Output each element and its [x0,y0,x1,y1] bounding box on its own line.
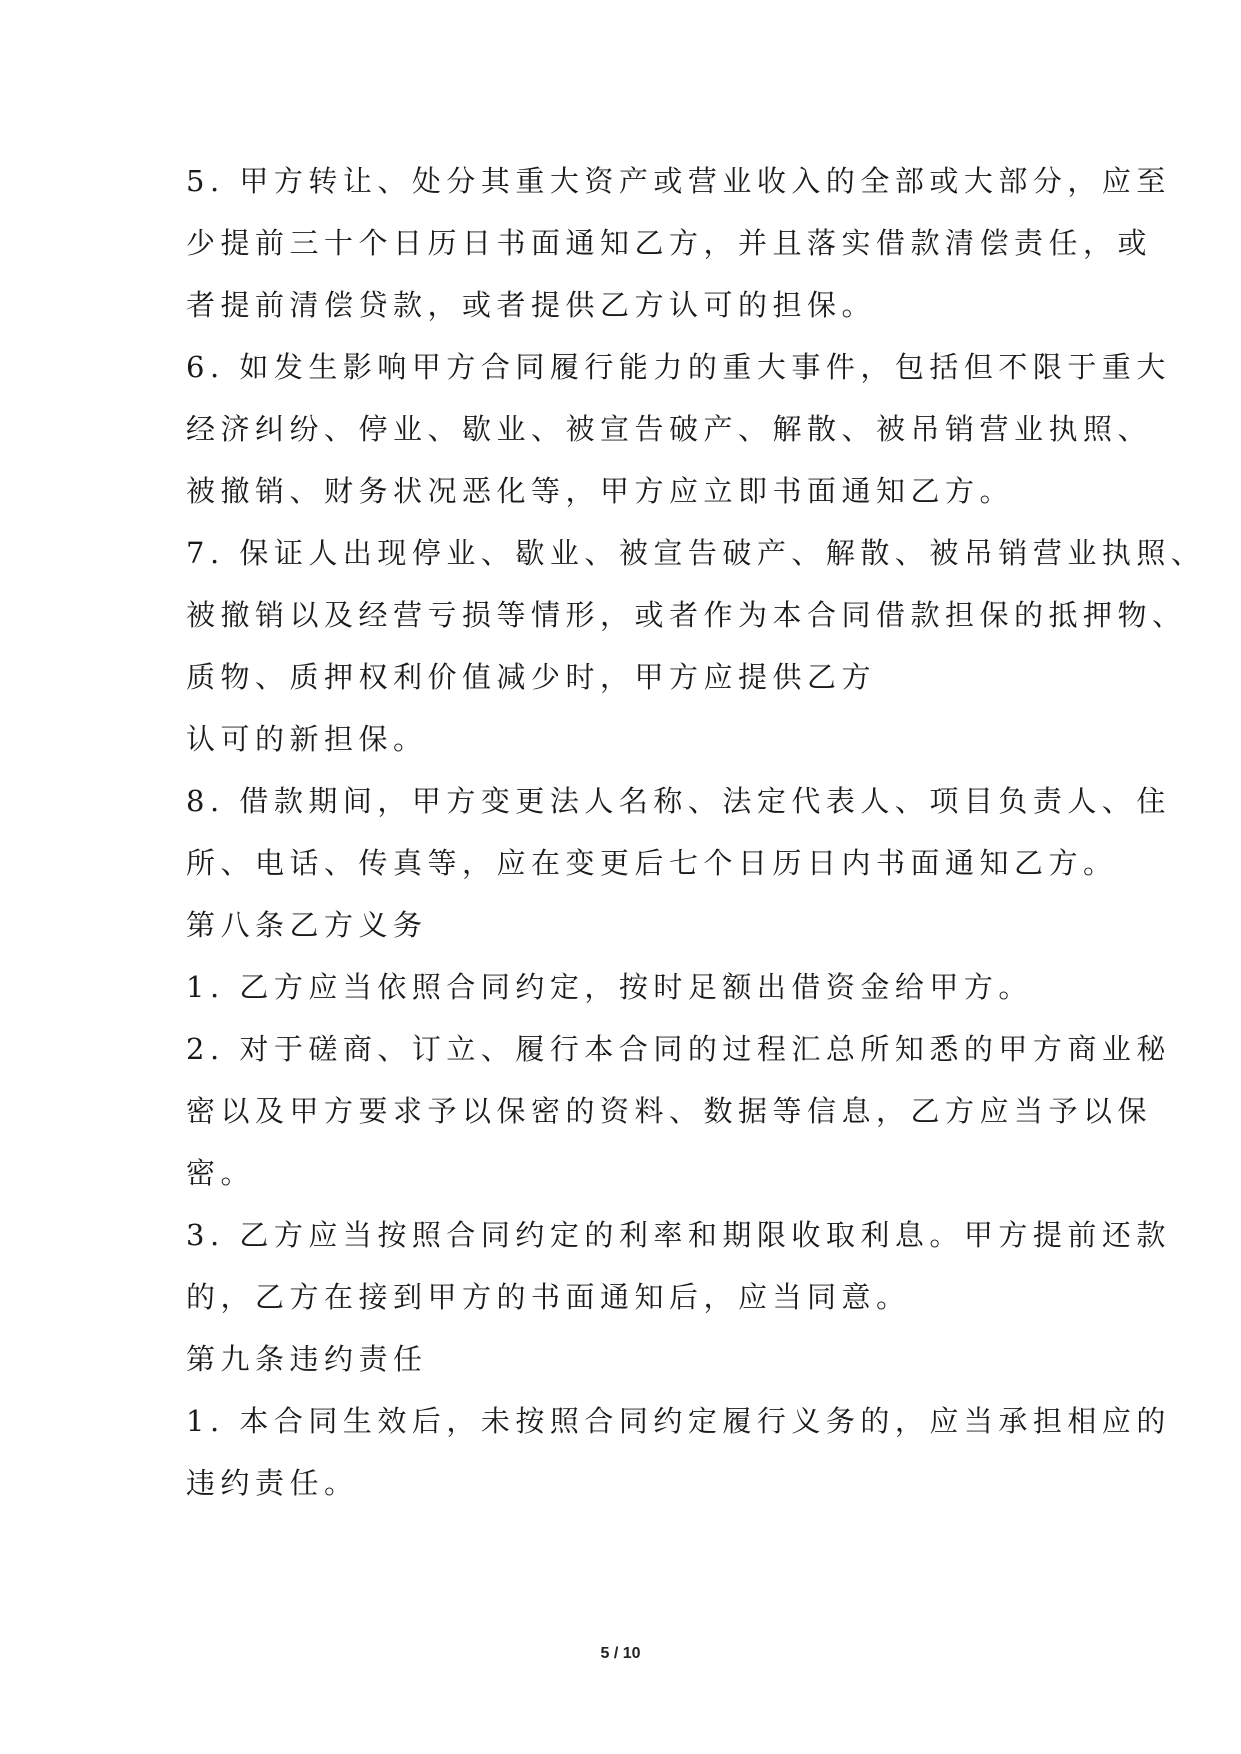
section-heading: 第九条违约责任 [186,1342,428,1376]
contract-text [186,150,1206,1514]
text-line: 3. 乙方应当按照合同约定的利率和期限收取利息。甲方提前还款 [186,1218,1171,1252]
text-line: 密。 [186,1156,256,1190]
text-line: 5. 甲方转让、处分其重大资产或营业收入的全部或大部分，应至 [186,164,1171,198]
text-line: 少提前三十个日历日书面通知乙方，并且落实借款清偿责任，或 [186,226,1153,260]
text-line: 者提前清偿贷款，或者提供乙方认可的担保。 [186,288,877,322]
text-line: 密以及甲方要求予以保密的资料、数据等信息，乙方应当予以保 [186,1094,1153,1128]
text-line: 2. 对于磋商、订立、履行本合同的过程汇总所知悉的甲方商业秘 [186,1032,1171,1066]
text-line: 1. 本合同生效后，未按照合同约定履行义务的，应当承担相应的 [186,1404,1171,1438]
text-line: 认可的新担保。 [186,722,428,756]
text-line: 经济纠纷、停业、歇业、被宣告破产、解散、被吊销营业执照、 [186,412,1153,446]
text-line: 1. 乙方应当依照合同约定，按时足额出借资金给甲方。 [186,970,1033,1004]
text-line: 8. 借款期间，甲方变更法人名称、法定代表人、项目负责人、住 [186,784,1171,818]
text-line: 6. 如发生影响甲方合同履行能力的重大事件，包括但不限于重大 [186,350,1171,384]
text-line: 所、电话、传真等，应在变更后七个日历日内书面通知乙方。 [186,846,1118,880]
text-line: 被撤销以及经营亏损等情形，或者作为本合同借款担保的抵押物、 [186,598,1187,632]
text-line: 违约责任。 [186,1466,359,1500]
text-line: 质物、质押权利价值减少时，甲方应提供乙方 [186,660,877,694]
text-line: 被撤销、财务状况恶化等，甲方应立即书面通知乙方。 [186,474,1015,508]
page-number: 5 / 10 [600,1645,641,1662]
section-heading: 第八条乙方义务 [186,908,428,942]
text-line: 7. 保证人出现停业、歇业、被宣告破产、解散、被吊销营业执照、 [186,536,1206,570]
text-line: 的，乙方在接到甲方的书面通知后，应当同意。 [186,1280,911,1314]
